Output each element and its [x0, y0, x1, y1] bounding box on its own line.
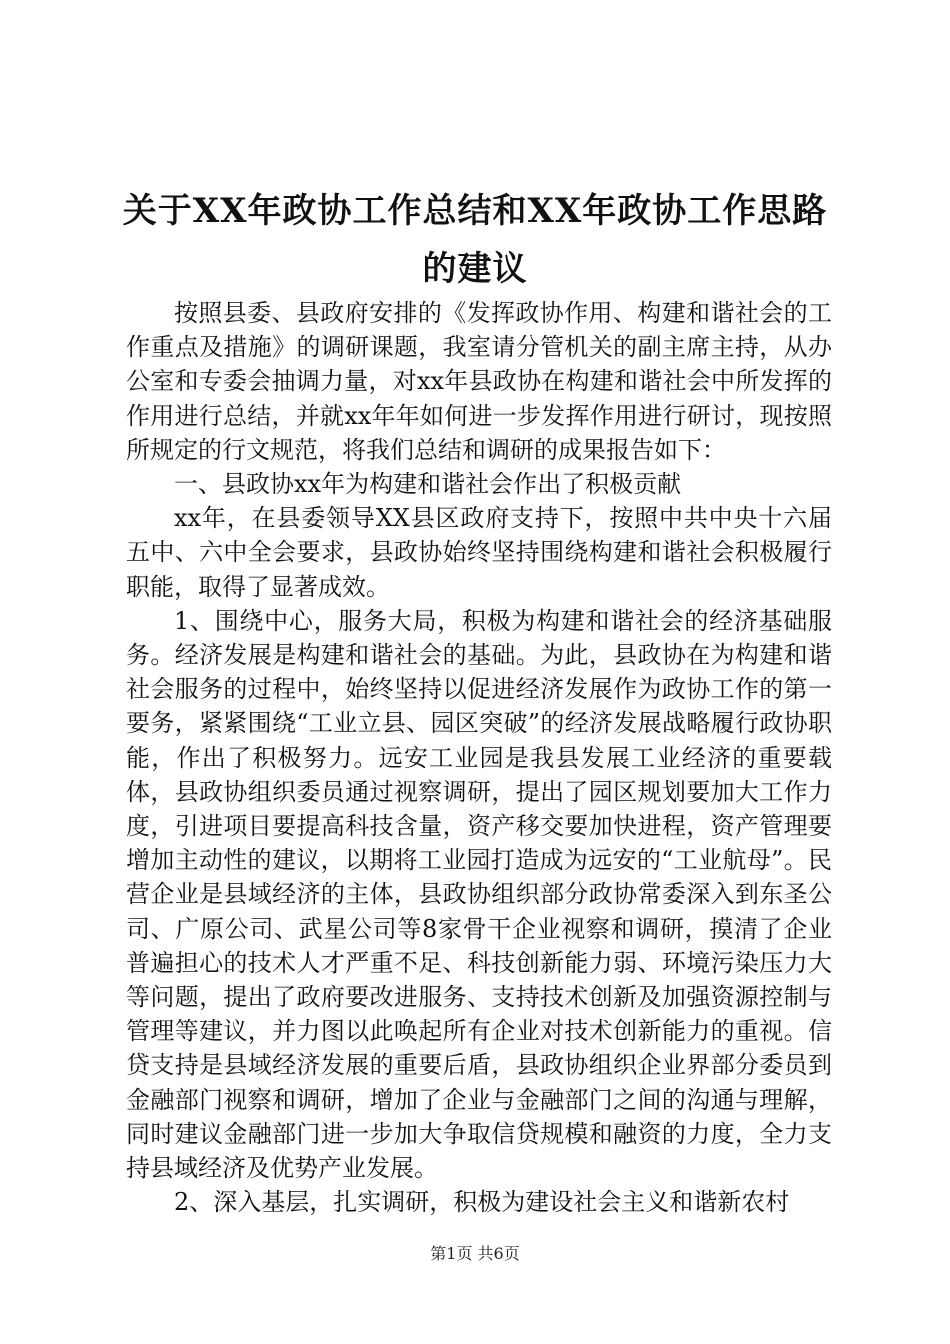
- paragraph-overview: xx年，在县委领导XX县区政府支持下，按照中共中央十六届五中、六中全会要求，县政协始终坚持围绕构建和谐社会积极履行职能，取得了显著成效。: [126, 504, 832, 601]
- title-line-2: 的建议: [422, 249, 528, 289]
- paragraph-intro: 按照县委、县政府安排的《发挥政协作用、构建和谐社会的工作重点及措施》的调研课题，我室请分管机关的副主席主持，从办公室和专委会抽调力量，对xx年县政协在构建和谐社会中所发挥的作用进行总结，并就xx年年如何进一步发挥作用进行研讨，现按照所规定的行文规范，将我们总结和调研的成果报告如下：: [126, 299, 832, 464]
- document-body: [126, 296, 832, 1219]
- page-footer: [0, 1243, 950, 1265]
- paragraph-point-2: 2、深入基层，扎实调研，积极为建设社会主义和谐新农村: [174, 1188, 790, 1217]
- section-heading-1: 一、县政协xx年为构建和谐社会作出了积极贡献: [174, 470, 682, 499]
- paragraph-point-1: 1、围绕中心，服务大局，积极为构建和谐社会的经济基础服务。经济发展是构建和谐社会的基础。为此，县政协在为构建和谐社会服务的过程中，始终坚持以促进经济发展作为政协工作的第一要务，紧紧围绕“工业立县、园区突破”的经济发展战略履行政协职能，作出了积极努力。远安工业园是我县发展工业经济的重要载体，县政协组织委员通过视察调研，提出了园区规划要加大工作力度，引进项目要提高科技含量，资产移交要加快进程，资产管理要增加主动性的建议，以期将工业园打造成为远安的“工业航母”。民营企业是县域经济的主体，县政协组织部分政协常委深入到东圣公司、广原公司、武星公司等8家骨干企业视察和调研，摸清了企业普遍担心的技术人才严重不足、科技创新能力弱、环境污染压力大等问题，提出了政府要改进服务、支持技术创新及加强资源控制与管理等建议，并力图以此唤起所有企业对技术创新能力的重视。信贷支持是县域经济发展的重要后盾，县政协组织企业界部分委员到金融部门视察和调研，增加了企业与金融部门之间的沟通与理解，同时建议金融部门进一步加大争取信贷规模和融资的力度，全力支持县域经济及优势产业发展。: [126, 606, 832, 1183]
- page-number: 第1页 共6页: [430, 1244, 520, 1263]
- title-line-1: 关于XX年政协工作总结和XX年政协工作思路: [122, 191, 828, 231]
- document-title: [100, 182, 850, 298]
